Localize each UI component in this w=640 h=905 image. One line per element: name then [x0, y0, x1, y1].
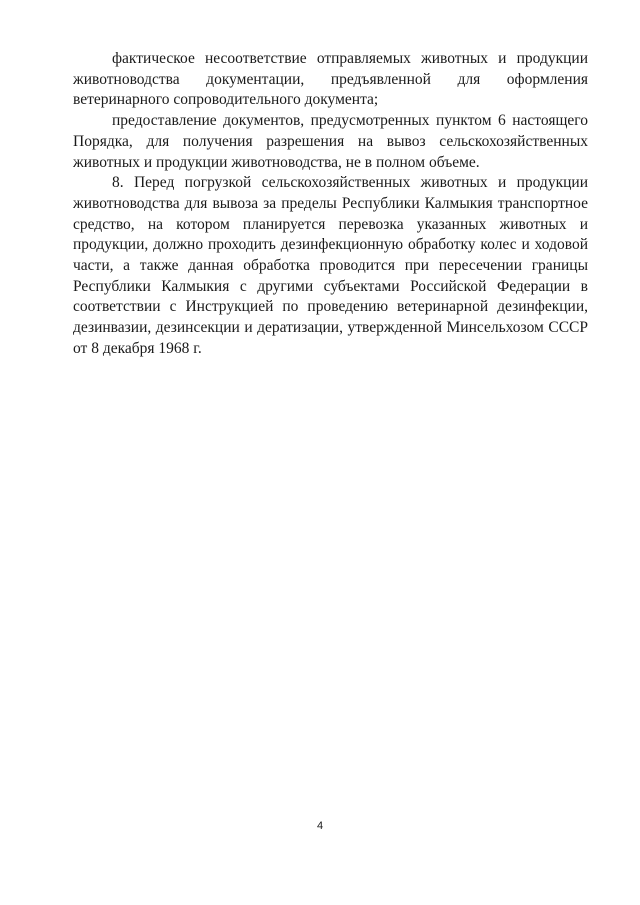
- document-body: [73, 49, 588, 360]
- paragraph-incomplete-documents: предоставление документов, предусмотренных пунктом 6 настоящего Порядка, для получения разрешения на вывоз сельскохозяйственных животных и продукции животноводства, не в полном объеме.: [73, 112, 588, 171]
- paragraph-item-8-disinfection: 8. Перед погрузкой сельскохозяйственных животных и продукции животноводства для вывоза за пределы Республики Калмыкия транспортное средство, на котором планируется перевозка указанных животных и продукции, должно проходить дезинфекционную обработку колес и ходовой части, а также данная обработка проводится при пересечении границы Республики Калмыкия с другими субъектами Российской Федерации в соответствии с Инструкцией по проведению ветеринарной дезинфекции, дезинвазии, дезинсекции и дератизации, утвержденной Минсельхозом СССР от 8 декабря 1968 г.: [73, 174, 588, 357]
- page-number: 4: [316, 820, 324, 832]
- paragraph-mismatch-grounds: фактическое несоответствие отправляемых животных и продукции животноводства документации, предъявленной для оформления ветеринарного сопроводительного документа;: [73, 50, 588, 109]
